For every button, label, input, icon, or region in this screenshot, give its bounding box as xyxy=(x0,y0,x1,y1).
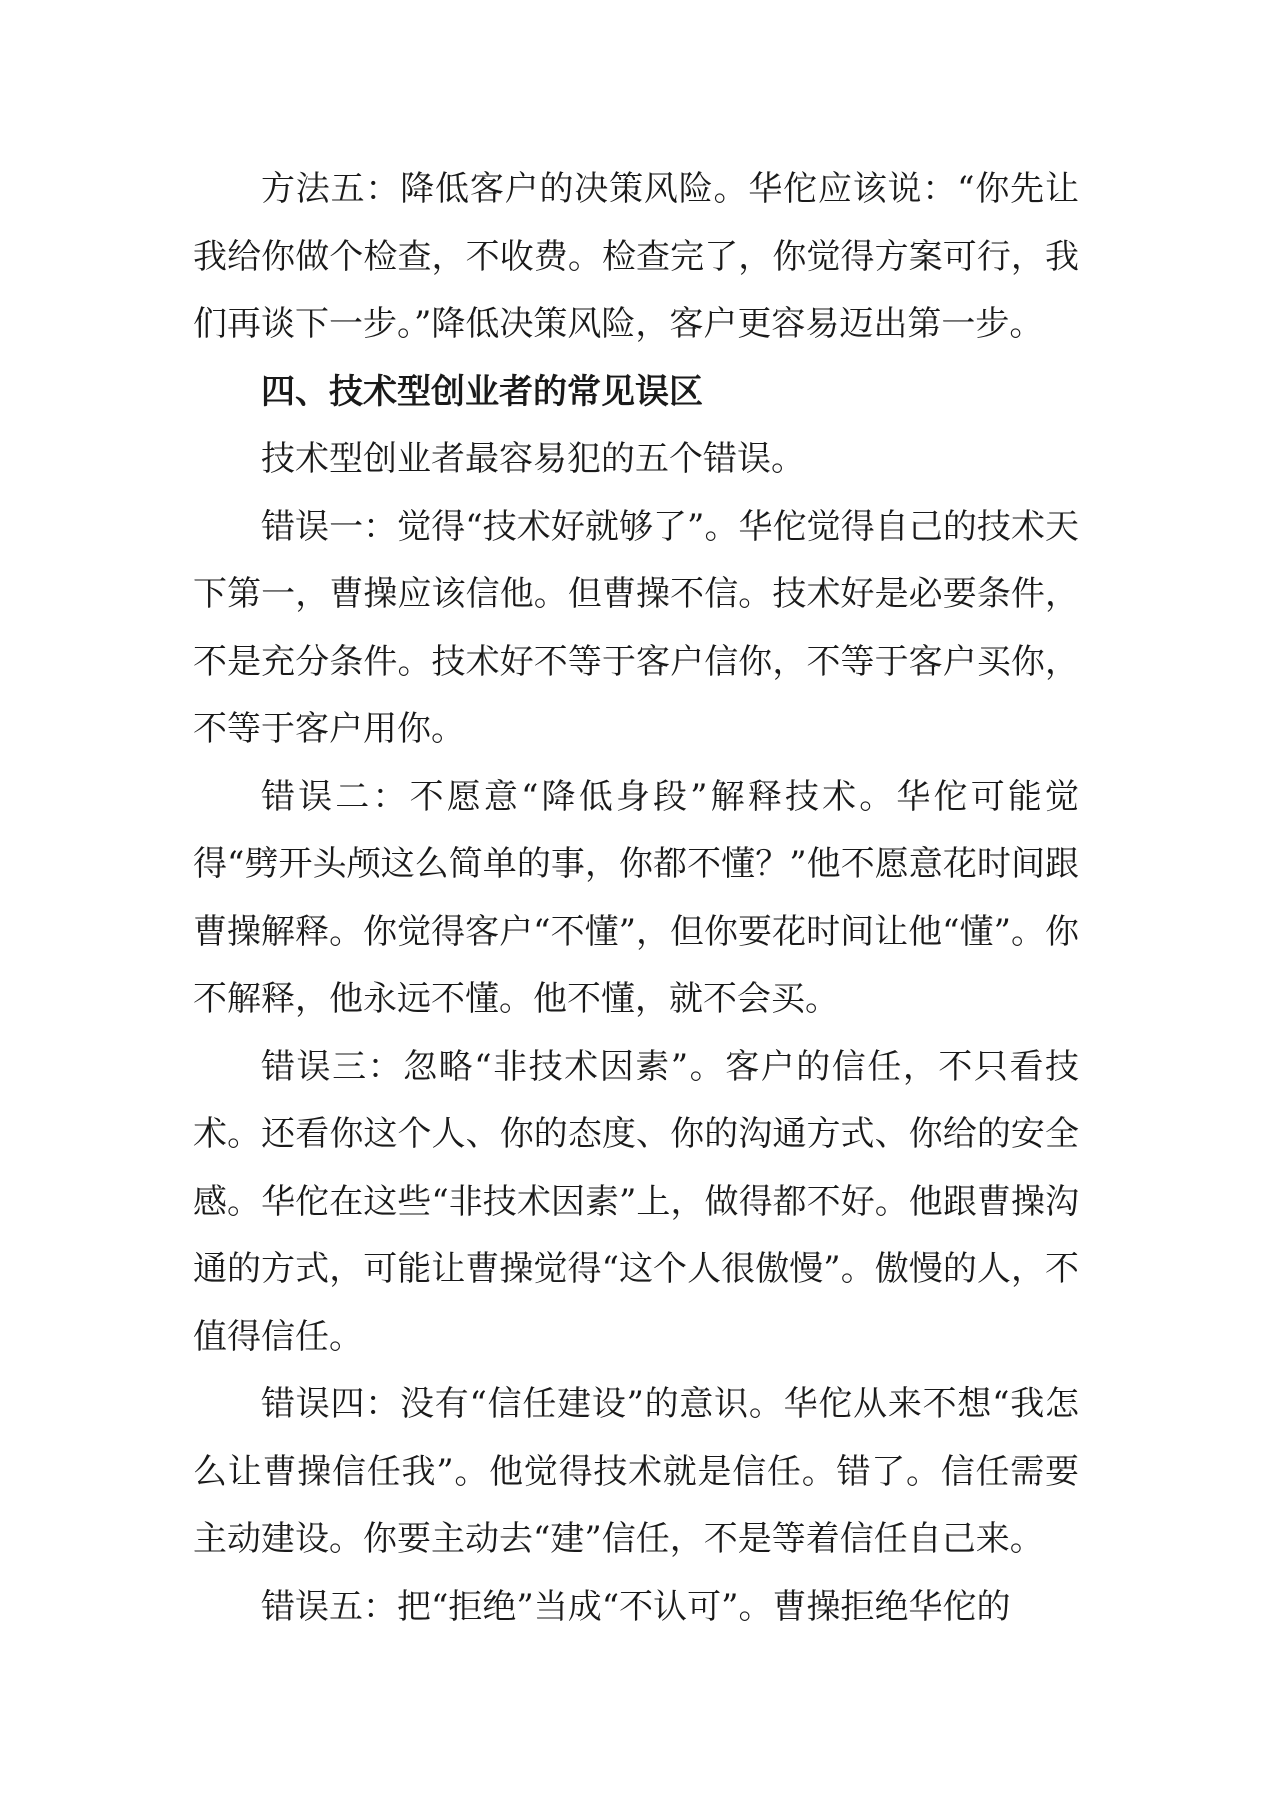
section-heading: 四、技术型创业者的常见误区 xyxy=(261,371,703,412)
paragraph-method-five: 方法五：降低客户的决策风险。华佗应该说：“你先让我给你做个检查，不收费。检查完了，你觉得方案可行，我们再谈下一步。”降低决策风险，客户更容易迈出第一步。 xyxy=(193,169,1079,344)
paragraph-mistake-one: 错误一：觉得“技术好就够了”。华佗觉得自己的技术天下第一，曹操应该信他。但曹操不信。技术好是必要条件，不是充分条件。技术好不等于客户信你，不等于客户买你，不等于客户用你。 xyxy=(193,506,1079,749)
paragraph-mistake-two: 错误二：不愿意“降低身段”解释技术。华佗可能觉得“劈开头颅这么简单的事，你都不懂？”他不愿意花时间跟曹操解释。你觉得客户“不懂”，但你要花时间让他“懂”。你不解释，他永远不懂。他不懂，就不会买。 xyxy=(193,776,1079,1019)
document-body xyxy=(193,156,1079,1641)
paragraph-mistake-four: 错误四：没有“信任建设”的意识。华佗从来不想“我怎么让曹操信任我”。他觉得技术就是信任。错了。信任需要主动建设。你要主动去“建”信任，不是等着信任自己来。 xyxy=(193,1384,1079,1559)
paragraph-intro: 技术型创业者最容易犯的五个错误。 xyxy=(261,439,805,479)
paragraph-mistake-five: 错误五：把“拒绝”当成“不认可”。曹操拒绝华佗的 xyxy=(261,1586,1011,1627)
paragraph-mistake-three: 错误三：忽略“非技术因素”。客户的信任，不只看技术。还看你这个人、你的态度、你的沟通方式、你给的安全感。华佗在这些“非技术因素”上，做得都不好。他跟曹操沟通的方式，可能让曹操觉得“这个人很傲慢”。傲慢的人，不值得信任。 xyxy=(193,1046,1079,1357)
